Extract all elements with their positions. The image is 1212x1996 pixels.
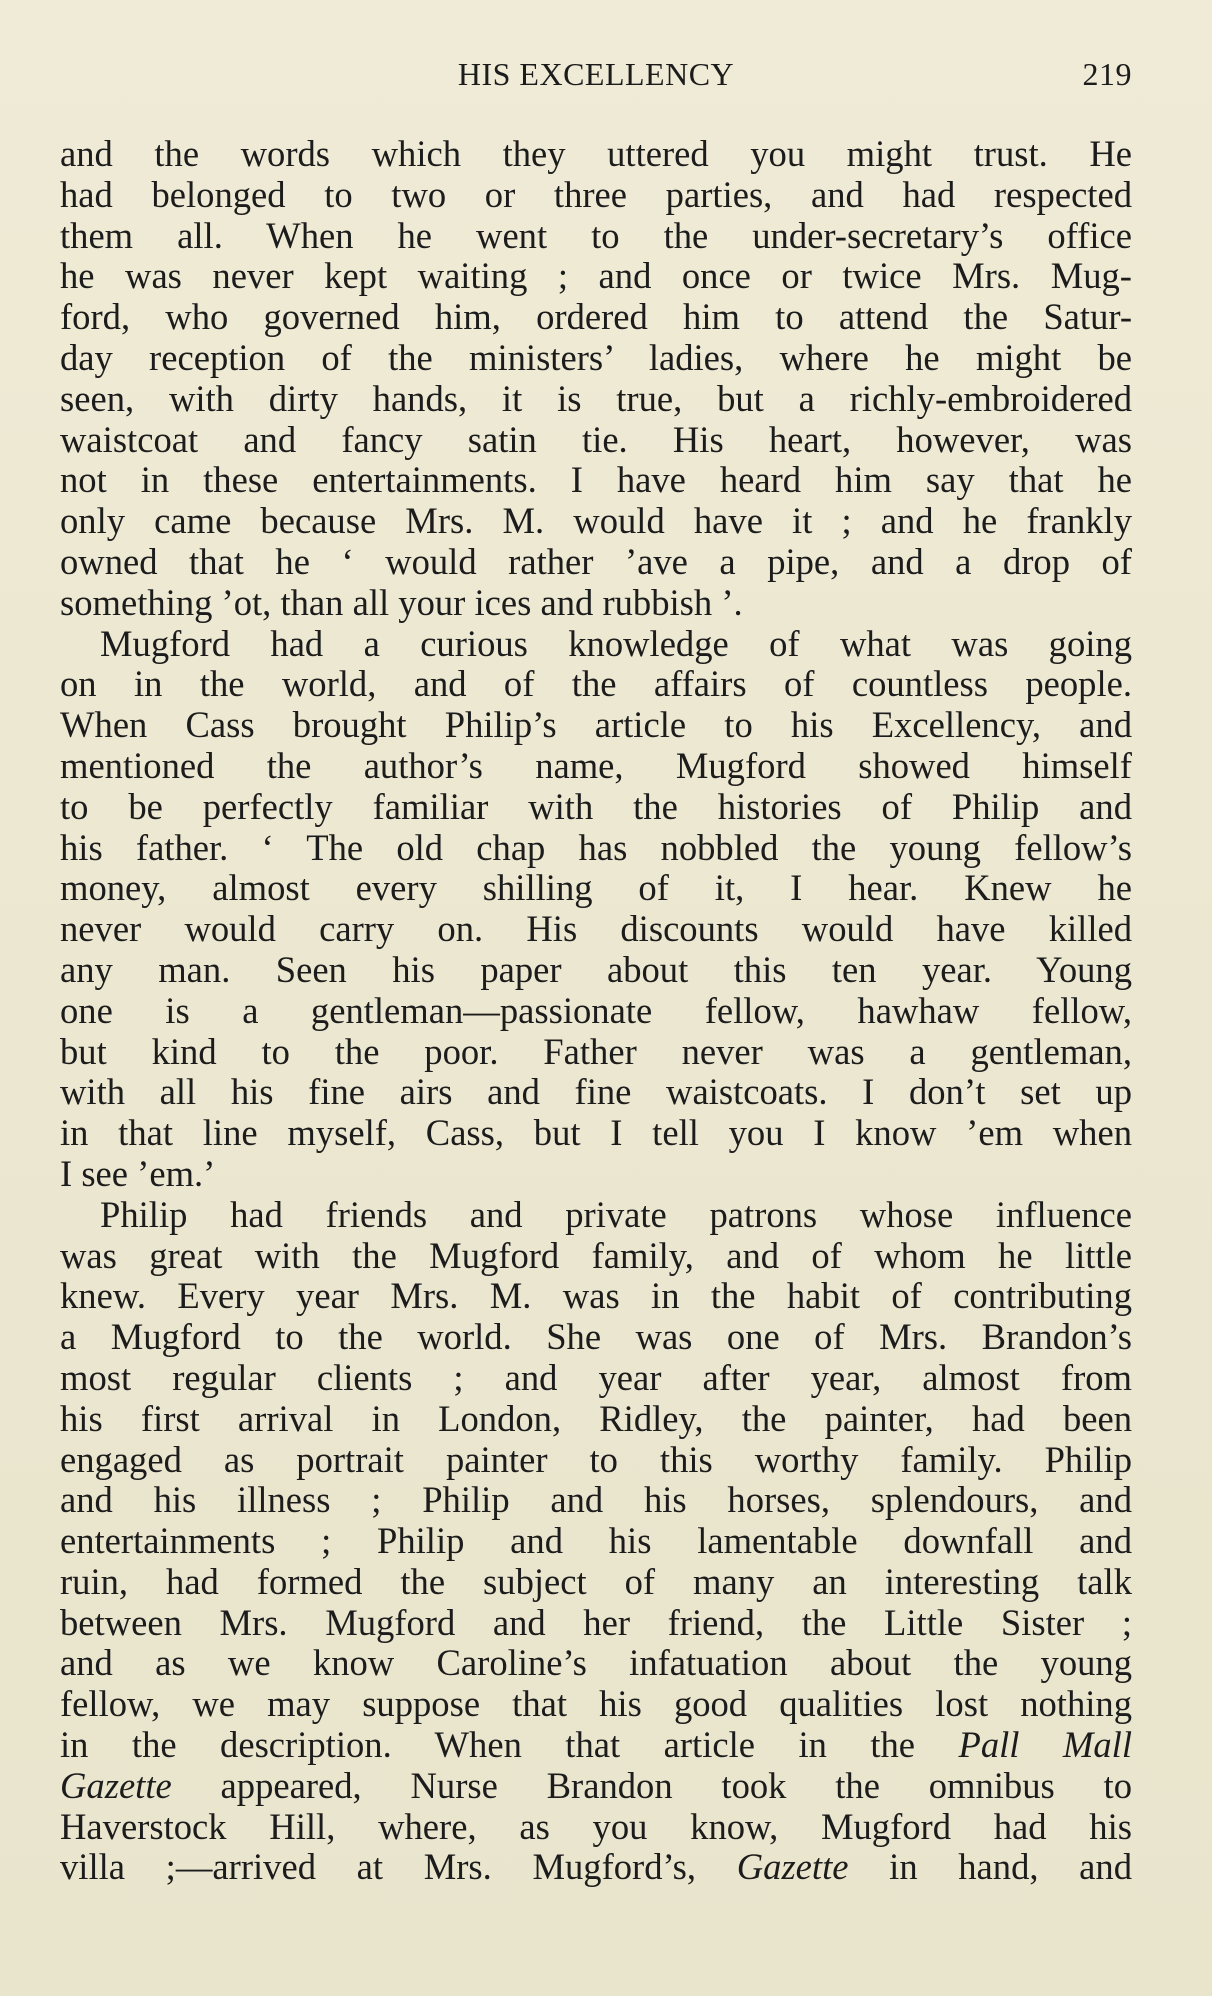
text-line: ruin, had formed the subject of many an interesting talk [60, 1560, 1132, 1602]
text-line: seen, with dirty hands, it is true, but a richly-embroidered [60, 377, 1132, 419]
text-line: I see ’em.’ [60, 1152, 216, 1194]
text-line: his father. ‘ The old chap has nobbled the young fellow’s [60, 826, 1132, 868]
italic-title: Pall Mall [958, 1724, 1132, 1766]
text-line: engaged as portrait painter to this worthy family. Philip [60, 1438, 1132, 1480]
text-line: with all his fine airs and fine waistcoats. I don’t set up [60, 1071, 1132, 1113]
text-line: his first arrival in London, Ridley, the painter, had been [60, 1397, 1132, 1439]
text-line: them all. When he went to the under-secretary’s office [60, 214, 1132, 256]
text-line: not in these entertainments. I have heard him say that he [60, 459, 1132, 501]
text-line: Gazette appeared, Nurse Brandon took the omnibus to [60, 1764, 1132, 1806]
text-line: was great with the Mugford family, and of whom he little [60, 1234, 1132, 1276]
text-line: something ’ot, than all your ices and rubbish ’. [60, 581, 743, 623]
text-line: on in the world, and of the affairs of countless people. [60, 663, 1132, 705]
text-line: and the words which they uttered you might trust. He [60, 133, 1132, 174]
text-line: entertainments ; Philip and his lamentable downfall and [60, 1520, 1132, 1562]
text-line: most regular clients ; and year after year, almost from [60, 1356, 1132, 1398]
paragraph-first-line: Mugford had a curious knowledge of what was going [100, 622, 1132, 664]
text-line: and as we know Caroline’s infatuation about the young [60, 1642, 1132, 1684]
text-line: a Mugford to the world. She was one of Mrs. Brandon’s [60, 1316, 1132, 1358]
italic-title: Gazette [60, 1764, 172, 1806]
text-line: When Cass brought Philip’s article to his Excellency, and [60, 704, 1132, 746]
text-line: to be perfectly familiar with the histories of Philip and [60, 785, 1132, 827]
text-line: Haverstock Hill, where, as you know, Mugford had his [60, 1805, 1132, 1847]
italic-title: Gazette [736, 1846, 849, 1888]
running-title: HIS EXCELLENCY [457, 56, 735, 92]
text-line: but kind to the poor. Father never was a gentleman, [60, 1030, 1132, 1072]
text-line: he was never kept waiting ; and once or twice Mrs. Mug- [60, 255, 1132, 297]
text-line: in the description. When that article in the Pall Mall [60, 1724, 1132, 1766]
text-line: one is a gentleman—passionate fellow, hawhaw fellow, [60, 989, 1132, 1031]
text-line: ford, who governed him, ordered him to attend the Satur- [60, 296, 1132, 338]
text-line: fellow, we may suppose that his good qualities lost nothing [60, 1683, 1132, 1725]
text-line: villa ;—arrived at Mrs. Mugford’s, Gazette in hand, and [60, 1846, 1132, 1888]
text-line: in that line myself, Cass, but I tell you I know ’em when [60, 1112, 1132, 1154]
text-line: knew. Every year Mrs. M. was in the habit of contributing [60, 1275, 1132, 1317]
text-line: mentioned the author’s name, Mugford showed himself [60, 744, 1132, 786]
page-number: 219 [1082, 56, 1132, 92]
text-line: never would carry on. His discounts would have killed [60, 908, 1132, 950]
text-line: between Mrs. Mugford and her friend, the Little Sister ; [60, 1601, 1132, 1643]
text-line: waistcoat and fancy satin tie. His heart, however, was [60, 418, 1132, 460]
body-text [60, 134, 1132, 1888]
text-line: money, almost every shilling of it, I hear. Knew he [60, 867, 1132, 909]
paragraph-first-line: Philip had friends and private patrons whose influence [100, 1193, 1132, 1235]
text-line: any man. Seen his paper about this ten year. Young [60, 948, 1132, 990]
text-line: had belonged to two or three parties, and had respected [60, 173, 1132, 215]
text-line: day reception of the ministers’ ladies, where he might be [60, 336, 1132, 378]
text-line: only came because Mrs. M. would have it ; and he frankly [60, 500, 1132, 542]
text-line: and his illness ; Philip and his horses, splendours, and [60, 1479, 1132, 1521]
text-line: owned that he ‘ would rather ’ave a pipe, and a drop of [60, 540, 1132, 582]
running-head [60, 56, 1132, 106]
